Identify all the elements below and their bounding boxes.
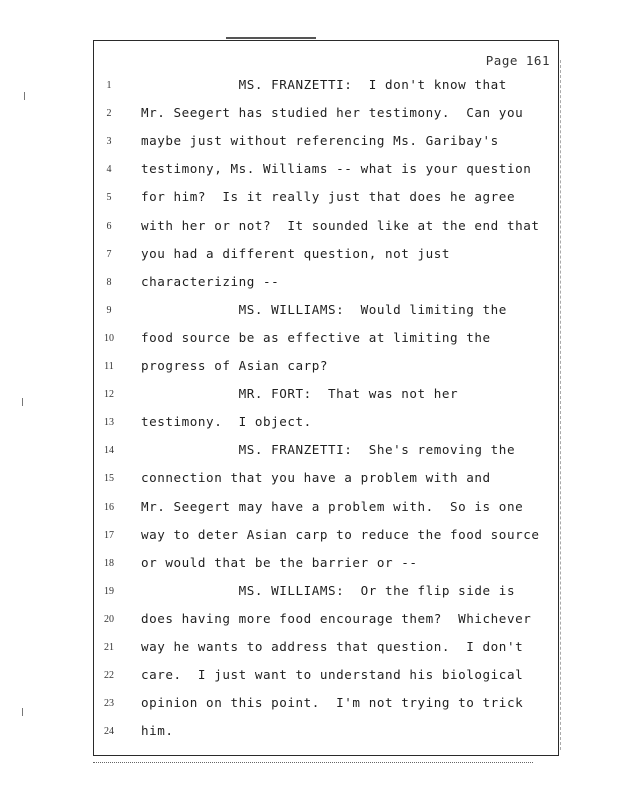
line-number: 8 (106, 276, 112, 288)
line-number: 10 (104, 332, 114, 344)
transcript-line (94, 611, 560, 639)
transcript-line (94, 218, 560, 246)
line-text: for him? Is it really just that does he agree (141, 189, 516, 205)
left-margin-mark (22, 708, 27, 716)
line-text: MR. FORT: That was not her (141, 386, 459, 402)
right-margin-dashes (560, 60, 564, 750)
line-text: testimony, Ms. Williams -- what is your question (141, 161, 532, 177)
line-number: 21 (104, 642, 114, 653)
line-text: maybe just without referencing Ms. Garibay's (141, 133, 499, 149)
line-number: 2 (106, 108, 112, 120)
transcript-line (94, 583, 560, 611)
transcript-line (94, 555, 560, 583)
line-text: opinion on this point. I'm not trying to trick (141, 695, 524, 711)
transcript-line (94, 189, 560, 217)
transcript-line (94, 330, 560, 358)
line-number: 3 (106, 136, 112, 148)
line-text: you had a different question, not just (141, 245, 451, 261)
line-number: 16 (104, 501, 114, 513)
line-text: MS. WILLIAMS: Or the flip side is (141, 582, 516, 598)
transcript-line (94, 695, 560, 723)
line-text: with her or not? It sounded like at the end that (141, 217, 540, 233)
transcript-line (94, 499, 560, 527)
line-text: does having more food encourage them? Whichever (141, 610, 532, 626)
transcript-line (94, 302, 560, 330)
line-text: connection that you have a problem with and (141, 470, 491, 486)
transcript-line (94, 527, 560, 555)
line-number: 13 (104, 417, 114, 429)
transcript-line (94, 386, 560, 414)
transcript-line (94, 414, 560, 442)
transcript-line (94, 470, 560, 498)
line-text: or would that be the barrier or -- (141, 554, 418, 570)
line-number: 24 (104, 726, 114, 738)
line-text: MS. FRANZETTI: She's removing the (141, 442, 516, 458)
line-number: 17 (104, 529, 114, 541)
line-number: 9 (106, 304, 112, 316)
left-margin-mark (22, 398, 27, 406)
line-number: 11 (104, 361, 114, 372)
transcript-line (94, 133, 560, 161)
transcript-line (94, 639, 560, 667)
line-text: way he wants to address that question. I don't (141, 639, 524, 654)
line-number: 5 (106, 192, 112, 204)
transcript-line (94, 274, 560, 302)
transcript-line (94, 105, 560, 133)
line-text: food source be as effective at limiting the (141, 329, 491, 345)
transcript-page (93, 40, 559, 756)
line-number: 1 (106, 80, 112, 91)
page-number: Page 161 (485, 53, 550, 68)
line-number: 4 (106, 164, 112, 176)
line-number: 23 (104, 698, 114, 710)
left-margin-mark (24, 92, 29, 100)
line-text: care. I just want to understand his biological (141, 667, 524, 683)
line-text: characterizing -- (141, 273, 280, 289)
line-number: 12 (104, 389, 114, 401)
transcript-line (94, 77, 560, 105)
line-number: 20 (104, 613, 114, 625)
line-text: way to deter Asian carp to reduce the food source (141, 526, 540, 542)
transcript-line (94, 442, 560, 470)
transcript-line (94, 667, 560, 695)
line-text: Mr. Seegert has studied her testimony. Can you (141, 105, 524, 121)
line-number: 19 (104, 585, 114, 597)
line-number: 22 (104, 670, 114, 682)
line-number: 15 (104, 473, 114, 485)
line-text: MS. WILLIAMS: Would limiting the (141, 301, 507, 317)
transcript-line (94, 246, 560, 274)
transcript-line (94, 161, 560, 189)
transcript-line (94, 723, 560, 751)
line-number: 6 (106, 220, 112, 232)
line-number: 7 (106, 248, 112, 260)
line-text: MS. FRANZETTI: I don't know that (141, 77, 507, 92)
line-text: Mr. Seegert may have a problem with. So is one (141, 498, 524, 514)
line-text: testimony. I object. (141, 414, 312, 430)
transcript-line (94, 358, 560, 386)
line-text: progress of Asian carp? (141, 358, 329, 373)
top-edge-mark (226, 37, 316, 39)
line-number: 14 (104, 445, 114, 457)
line-number: 18 (104, 557, 114, 569)
line-text: him. (141, 723, 174, 739)
bottom-edge-mark (93, 762, 533, 765)
